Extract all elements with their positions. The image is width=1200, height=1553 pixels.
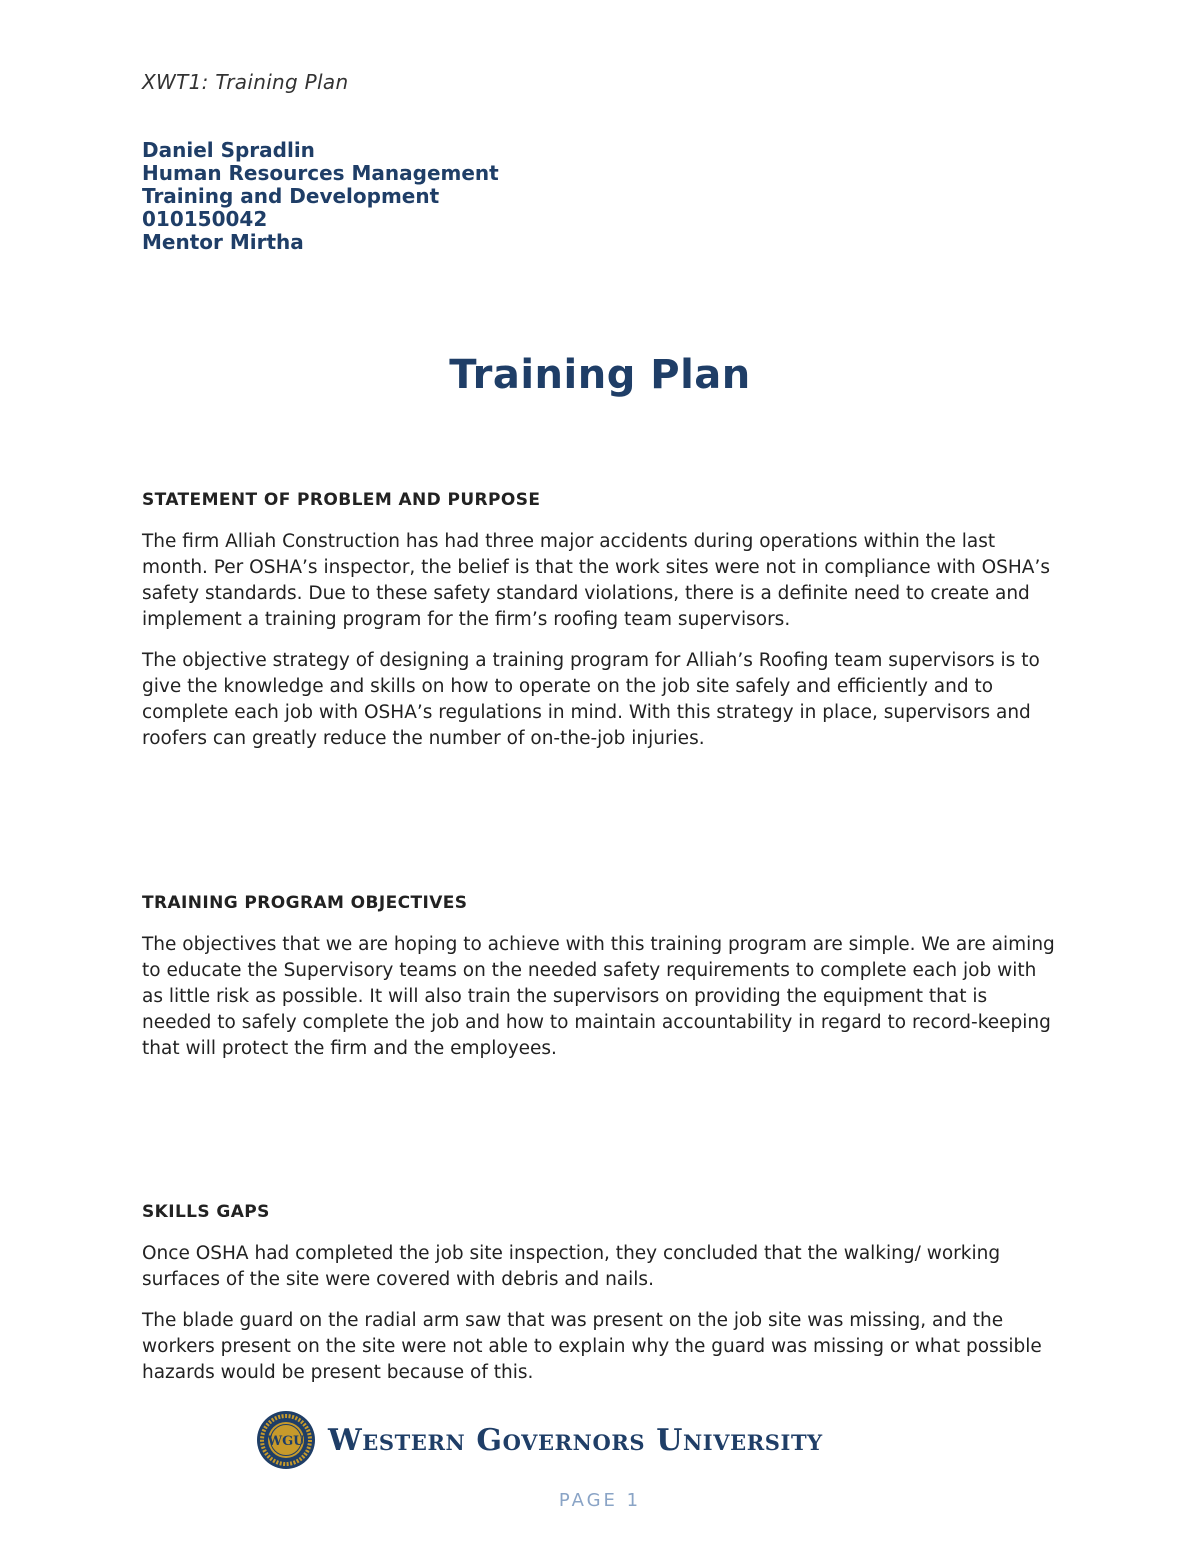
section-heading: TRAINING PROGRAM OBJECTIVES [142, 893, 468, 913]
document-header-note: XWT1: Training Plan [142, 70, 349, 94]
section-paragraph: The objective strategy of designing a training program for Alliah’s Roofing team supervisors is to give the knowledge and skills on how to operate on the job site safely and efficiently and to complete each job with OSHA’s regulations in mind. With this strategy in place, supervisors and roofers can greatly reduce the number of on-the-job injuries. [142, 650, 1040, 749]
section-heading: STATEMENT OF PROBLEM AND PURPOSE [142, 490, 541, 510]
section-paragraph: The firm Alliah Construction has had three major accidents during operations within the last month. Per OSHA’s inspector, the belief is that the work sites were not in compliance with OSHA’s safety standards. Due to these safety standard violations, there is a definite need to create and implement a training program for the firm’s roofing team supervisors. [142, 531, 1050, 630]
section-heading: SKILLS GAPS [142, 1202, 270, 1222]
section-paragraph: Once OSHA had completed the job site inspection, they concluded that the walking/ working surfaces of the site were covered with debris and nails. [142, 1243, 1001, 1290]
wgu-wordmark: Western Governors University [328, 1422, 823, 1458]
author-mentor: Mentor Mirtha [142, 230, 304, 254]
document-title: Training Plan [449, 352, 751, 398]
section-program-objectives [142, 893, 1062, 1077]
author-course: Training and Development [142, 184, 440, 208]
author-name: Daniel Spradlin [142, 138, 315, 162]
wgu-logo [256, 1409, 823, 1471]
author-program: Human Resources Management [142, 161, 499, 185]
section-paragraph: The objectives that we are hoping to achieve with this training program are simple. We are aiming to educate the Supervisory teams on the needed safety requirements to complete each job with as little risk as possible. It will also train the supervisors on providing the equipment that is needed to safely complete the job and how to maintain accountability in regard to record-keeping that will protect the firm and the employees. [142, 934, 1055, 1059]
author-student-id: 010150042 [142, 207, 268, 231]
wgu-seal-icon [256, 1410, 316, 1470]
section-skills-gaps [142, 1202, 1062, 1401]
section-paragraph: The blade guard on the radial arm saw that was present on the job site was missing, and the workers present on the site were not able to explain why the guard was missing or what possible hazards would be present because of this. [142, 1310, 1042, 1383]
section-problem-purpose [142, 490, 1062, 767]
author-info-block [142, 139, 499, 254]
page-number: PAGE 1 [558, 1490, 642, 1511]
wgu-seal-letters: WGU [267, 1434, 305, 1449]
